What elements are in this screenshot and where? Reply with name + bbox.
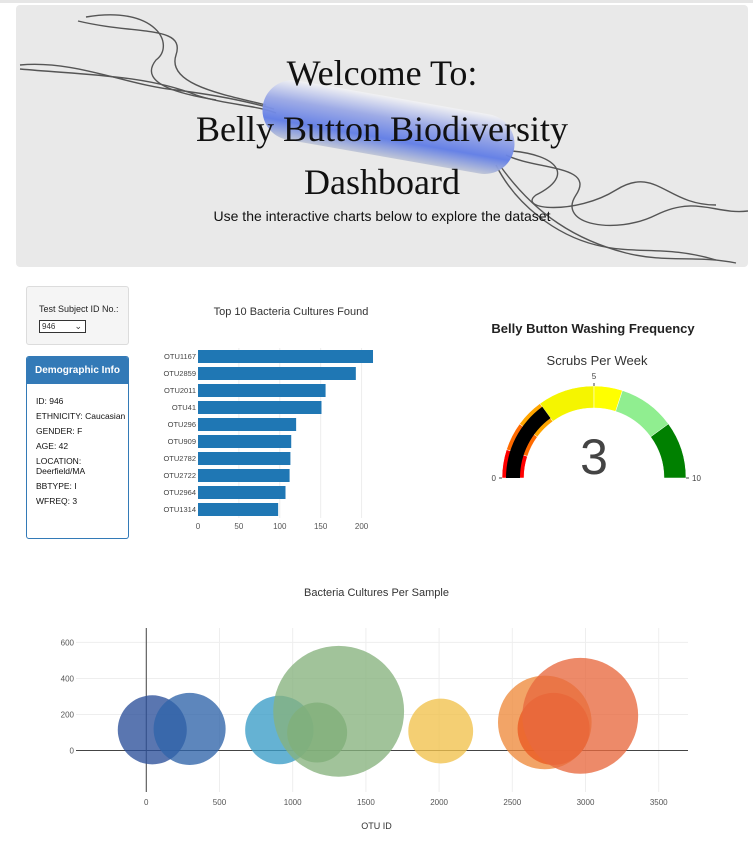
bar-y-tick-label: OTU2782 — [163, 454, 196, 463]
bubble-x-tick-label: 500 — [212, 798, 227, 807]
bar-y-tick-label: OTU909 — [167, 437, 196, 446]
bar — [198, 418, 296, 431]
bubble-x-tick-label: 3500 — [649, 798, 668, 807]
bar — [198, 503, 278, 516]
bubble-x-tick-label: 1000 — [283, 798, 302, 807]
bar-x-tick-label: 200 — [354, 522, 369, 530]
bar-y-tick-label: OTU41 — [171, 403, 196, 412]
subject-selector-label: Test Subject ID No.: — [39, 304, 119, 314]
gauge-subtitle: Scrubs Per Week — [546, 353, 648, 368]
bubble-x-tick-label: 2500 — [503, 798, 522, 807]
demo-ethnicity: ETHNICITY: Caucasian — [36, 411, 126, 421]
bubble-x-axis-label: OTU ID — [361, 821, 392, 831]
bubble-y-tick-label: 0 — [69, 746, 74, 756]
demographic-body — [27, 384, 128, 506]
page-subtitle: Use the interactive charts below to explore the dataset — [213, 208, 551, 224]
bar — [198, 401, 321, 414]
bar-x-tick-label: 50 — [234, 522, 244, 530]
bubble-point — [154, 693, 226, 765]
bar-y-tick-label: OTU2964 — [163, 488, 196, 497]
bar — [198, 452, 290, 465]
header-jumbotron — [16, 5, 748, 267]
bubble-chart — [0, 600, 753, 820]
demo-age: AGE: 42 — [36, 441, 69, 451]
bar-chart — [150, 340, 390, 530]
bar — [198, 367, 356, 380]
bar-x-tick-label: 0 — [195, 522, 201, 530]
bubble-x-tick-label: 3000 — [576, 798, 595, 807]
gauge-value-label: 3 — [580, 429, 608, 485]
bubble-y-tick-label: 200 — [60, 710, 74, 720]
bubble-point — [273, 646, 404, 777]
bubble-x-tick-label: 0 — [144, 798, 149, 807]
bar — [198, 469, 290, 482]
gauge-title: Belly Button Washing Frequency — [491, 321, 695, 336]
page-title-line1: Welcome To: — [286, 53, 478, 93]
chevron-down-icon: ⌄ — [74, 321, 82, 331]
demographic-heading: Demographic Info — [27, 357, 128, 384]
gauge-tick-label: 0 — [491, 474, 496, 483]
bar-y-tick-label: OTU1167 — [164, 352, 196, 361]
bubble-x-tick-label: 1500 — [356, 798, 375, 807]
bubble-chart-title: Bacteria Cultures Per Sample — [304, 587, 449, 599]
bubble-y-tick-label: 600 — [60, 638, 74, 648]
subject-id-dropdown[interactable] — [39, 320, 86, 333]
bubble-x-tick-label: 2000 — [430, 798, 448, 807]
bar-y-tick-label: OTU2011 — [164, 386, 196, 395]
demo-gender: GENDER: F — [36, 426, 83, 436]
bar — [198, 435, 291, 448]
bubble-y-tick-label: 400 — [60, 674, 74, 684]
bar-x-tick-label: 100 — [273, 522, 287, 530]
bubble-point — [522, 658, 638, 774]
demo-bbtype: BBTYPE: I — [36, 481, 77, 491]
subject-selector-panel — [26, 286, 129, 345]
bar-y-tick-label: OTU2722 — [163, 471, 196, 480]
page-title-line3: Dashboard — [304, 162, 460, 202]
gauge-tick-label: 10 — [692, 474, 701, 483]
top-border — [0, 0, 753, 3]
bar-y-tick-label: OTU1314 — [163, 505, 196, 514]
bar — [198, 350, 373, 363]
demographic-panel — [26, 356, 129, 539]
bar — [198, 486, 286, 499]
subject-id-value: 946 — [42, 322, 56, 331]
bar-chart-title: Top 10 Bacteria Cultures Found — [213, 306, 369, 318]
bar — [198, 384, 326, 397]
bar-x-tick-label: 150 — [313, 522, 328, 530]
gauge-chart — [480, 368, 720, 488]
demo-wfreq: WFREQ: 3 — [36, 496, 78, 506]
bubble-point — [408, 699, 473, 764]
demo-id: ID: 946 — [36, 396, 64, 406]
bar-y-tick-label: OTU296 — [167, 420, 196, 429]
bar-y-tick-label: OTU2859 — [163, 369, 196, 378]
gauge-tick-label: 5 — [591, 372, 597, 381]
demo-location: LOCATION: Deerfield/MA — [36, 456, 86, 476]
page-title-line2: Belly Button Biodiversity — [195, 109, 568, 149]
